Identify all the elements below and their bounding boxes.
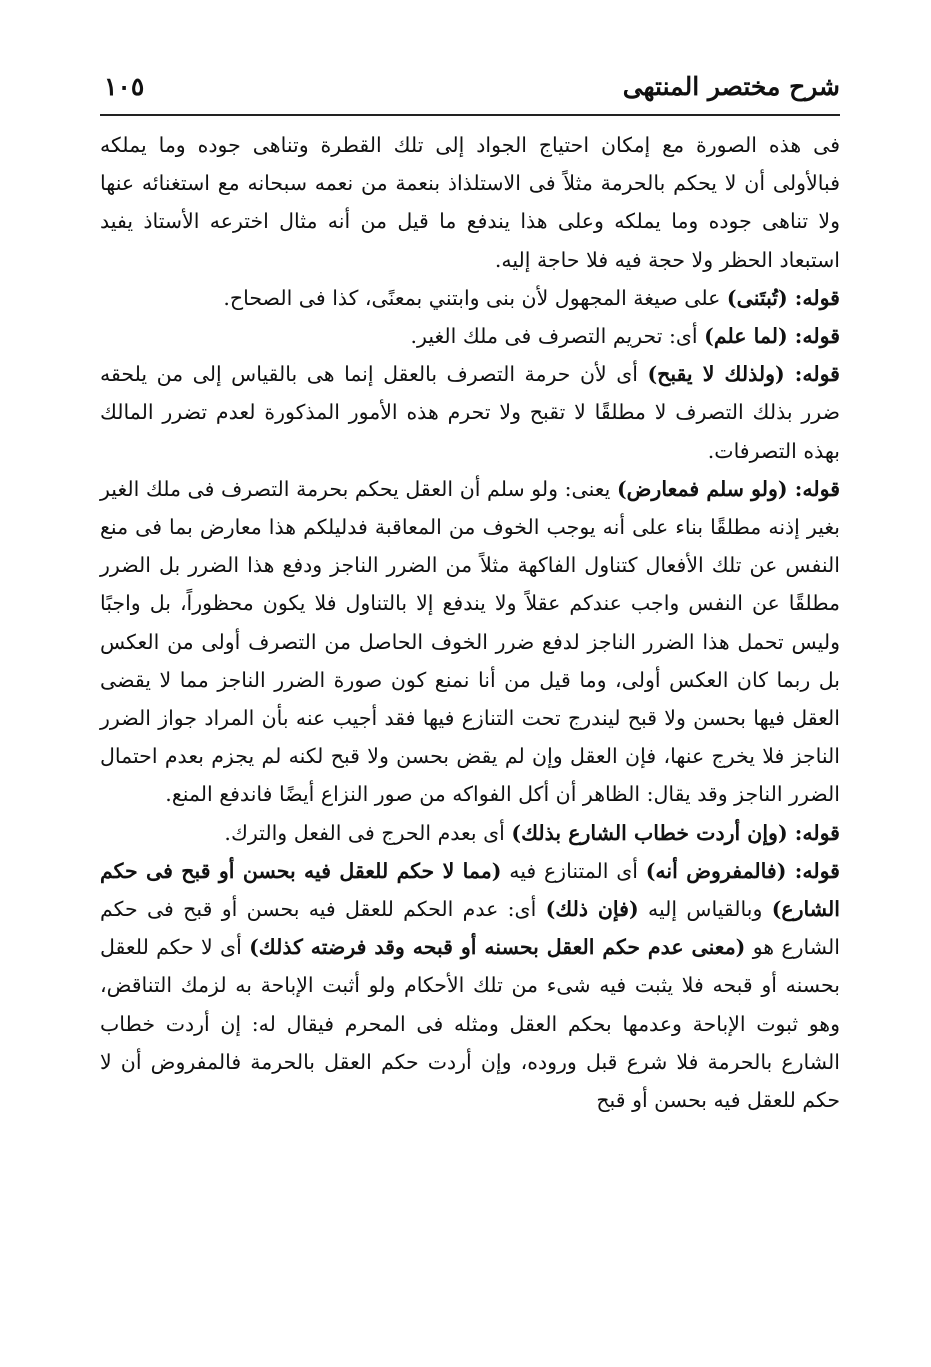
quoted-phrase: (فإن ذلك) [545, 897, 639, 922]
text-run: فى هذه الصورة مع إمكان احتياج الجواد إلى تلك القطرة وتناهى جوده وما يملكه فبالأولى أن لا يحكم بالحرمة مثلاً فى الاستلذاذ بنعمة من نعمه سبحانه مع استغنائه عنها ولا تناهى جوده وما يملكه وعلى هذا يندفع ما قيل من أنه مثال اخترعه الأستاذ يفيد استبعاد الحظر ولا حجة فيه فلا حاجة إليه. [100, 133, 840, 272]
page-number: ١٠٥ [104, 72, 145, 101]
text-run: أى بعدم الحرج فى الفعل والترك. [224, 820, 512, 845]
quote-lemma: قوله: (فالمفروض أنه) [645, 858, 840, 883]
paragraph-4 [100, 355, 840, 470]
quote-lemma: قوله: (لما علم) [704, 324, 840, 349]
quote-lemma: قوله: (وإن أردت خطاب الشارع بذلك) [511, 820, 840, 845]
main-text [100, 126, 840, 1356]
text-run: أى: عدم الحكم للعقل فيه بحسن أو قبح فى حكم الشارع هو [100, 897, 841, 960]
page-header [100, 70, 840, 110]
text-run: على صيغة المجهول لأن بنى وابتني بمعنًى، كذا فى الصحاح. [223, 285, 727, 310]
paragraph-7 [100, 852, 840, 1119]
paragraph-1 [100, 126, 840, 279]
text-run: وبالقياس إليه [638, 897, 772, 922]
quote-lemma: قوله: (تُبتَنى) [726, 285, 840, 310]
quote-lemma: قوله: (ولو سلم فمعارض) [616, 476, 840, 501]
paragraph-2 [100, 279, 840, 317]
quoted-phrase: (معنى عدم حكم العقل بحسنه أو قبحه وقد فرضته كذلك) [249, 935, 746, 960]
text-run: أى المتنازع فيه [501, 858, 646, 883]
paragraph-3 [100, 317, 840, 355]
paragraph-5 [100, 470, 840, 814]
quoted-phrase: (مما لا حكم للعقل فيه بحسن أو قبح فى حكم الشارع) [100, 858, 840, 922]
header-rule [100, 114, 840, 116]
text-run: يعنى: ولو سلم أن العقل يحكم بحرمة التصرف فى ملك الغير بغير إذنه مطلقًا بناء على أنه يوجب الخوف من المعاقبة فدليلكم هذا معارض بما فى منع النفس عن تلك الأفعال كتناول الفاكهة مثلاً من الضرر الناجز ودفع هذا الضرر بل الضرر مطلقًا عن النفس واجب عندكم عقلاً ولا يندفع إلا بالتناول فلا يكون محظوراً، بل واجبًا وليس تحمل هذا الضرر الناجز لدفع ضرر الخوف الحاصل من التصرف أولى من العكس بل ربما كان العكس أولى، وما قيل من أنا نمنع كون صورة الضرر الناجز مما لا يقضى العقل فيها بحسن ولا قبح ليندرج تحت التنازع فيها فقد أجيب عنه بأن المراد جواز الضرر الناجز فلا يخرج عنها، فإن العقل وإن لم يقض بحسن ولا قبح لكنه لم يجزم بعدم احتمال الضرر الناجز وقد يقال: الظاهر أن أكل الفواكه من صور النزاع أيضًا فاندفع المنع. [100, 476, 840, 807]
text-run: أى لأن حرمة التصرف بالعقل إنما هى بالقياس إلى من يلحقه ضرر بذلك التصرف لا مطلقًا لا تقبح ولا تحرم هذه الأمور المذكورة لعدم تضرر المالك بهذه التصرفات. [100, 362, 840, 463]
text-run: أى لا حكم للعقل بحسنه أو قبحه فلا يثبت فيه شىء من تلك الأحكام ولو أثبت الإباحة به لزمك التناقض، وهو ثبوت الإباحة وعدمها بحكم العقل ومثله فى المحرم فيقال له: إن أردت خطاب الشارع بالحرمة فلا شرع قبل وروده، وإن أردت حكم العقل بالحرمة فالمفروض أن لا حكم للعقل فيه بحسن أو قبح [100, 935, 840, 1113]
quote-lemma: قوله: (ولذلك لا يقبح) [647, 362, 840, 387]
running-title: شرح مختصر المنتهى [622, 72, 840, 101]
paragraph-6 [100, 814, 840, 852]
text-run: أى: تحريم التصرف فى ملك الغير. [410, 324, 705, 349]
